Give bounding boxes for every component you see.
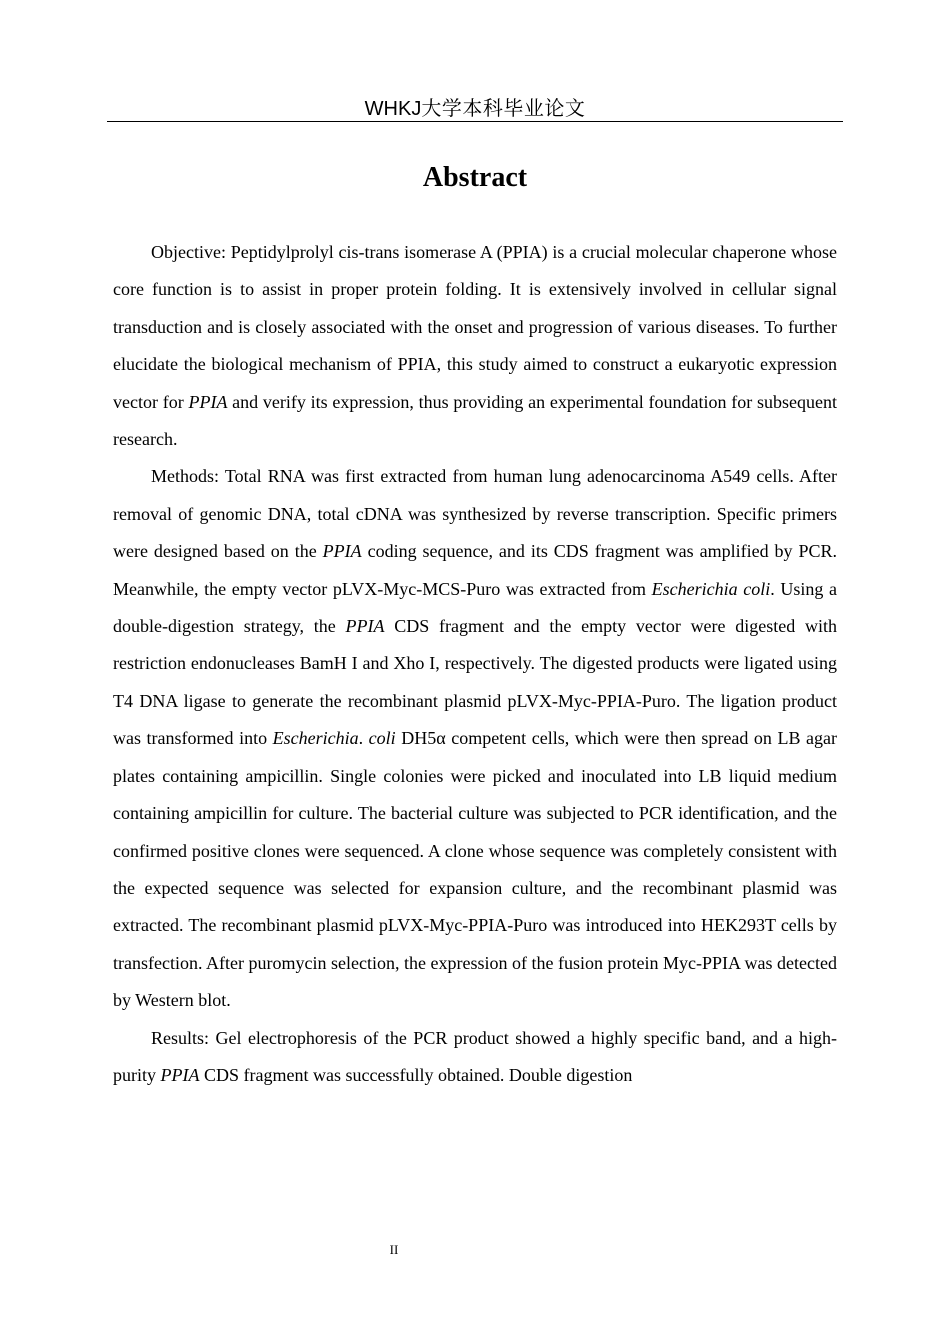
abstract-paragraph — [113, 1020, 837, 1095]
italic-text: Escherichia coli — [651, 578, 771, 599]
italic-text: coli — [368, 728, 396, 749]
header-latin: WHKJ — [364, 98, 422, 120]
text-segment: Results: Gel electrophoresis of the PCR product showed a highly specific band, and a high-purity — [113, 1027, 837, 1085]
abstract-body — [113, 234, 837, 1094]
header-title — [365, 96, 586, 120]
text-segment: DH5α competent cells, which were then spread on LB agar plates containing ampicillin. Single colonies were picked and inoculated into LB liquid medium containing ampicillin for culture. The bacterial culture was subjected to PCR identification, and the confirmed positive clones were sequenced. A clone whose sequence was completely consistent with the expected sequence was selected for expansion culture, and the recombinant plasmid was extracted. The recombinant plasmid pLVX-Myc-PPIA-Puro was introduced into HEK293T cells by transfection. After puromycin selection, the expression of the fusion protein Myc-PPIA was detected by Western blot. — [113, 728, 837, 1011]
italic-text: Escherichia — [272, 728, 359, 749]
text-segment: . Using a double-digestion strategy, the — [113, 578, 837, 637]
text-segment: CDS fragment and the empty vector were digested with restriction endonucleases BamH I and Xho I, respectively. The digested products were ligated using T4 DNA ligase to generate the recombinant plasmid pLVX-Myc-PPIA-Puro. The ligation product was transformed into — [113, 616, 837, 749]
italic-text: PPIA — [345, 616, 385, 637]
abstract-paragraph — [113, 458, 837, 1019]
header-cjk: 大学本科毕业论文 — [421, 96, 586, 120]
text-segment: . — [358, 728, 369, 749]
page-header — [107, 95, 843, 122]
text-segment: Objective: Peptidylprolyl cis-trans isomerase A (PPIA) is a crucial molecular chaperone whose core function is to assist in proper protein folding. It is extensively involved in cellular signal transduction and is closely associated with the onset and progression of various diseases. To further elucidate the biological mechanism of PPIA, this study aimed to construct a eukaryotic expression vector for — [113, 242, 837, 412]
abstract-title: Abstract — [422, 162, 528, 193]
italic-text: PPIA — [322, 541, 362, 562]
text-segment: and verify its expression, thus providing an experimental foundation for subsequent research. — [113, 391, 837, 450]
text-segment: Methods: Total RNA was first extracted from human lung adenocarcinoma A549 cells. After removal of genomic DNA, total cDNA was synthesized by reverse transcription. Specific primers were designed based on the — [113, 466, 837, 562]
abstract-paragraph — [113, 234, 837, 458]
page-number: II — [389, 1242, 399, 1257]
italic-text: PPIA — [160, 1064, 200, 1085]
text-segment: coding sequence, and its CDS fragment was amplified by PCR. Meanwhile, the empty vector pLVX-Myc-MCS-Puro was extracted from — [113, 541, 837, 599]
italic-text: PPIA — [188, 391, 228, 412]
text-segment: CDS fragment was successfully obtained. Double digestion — [199, 1064, 633, 1085]
